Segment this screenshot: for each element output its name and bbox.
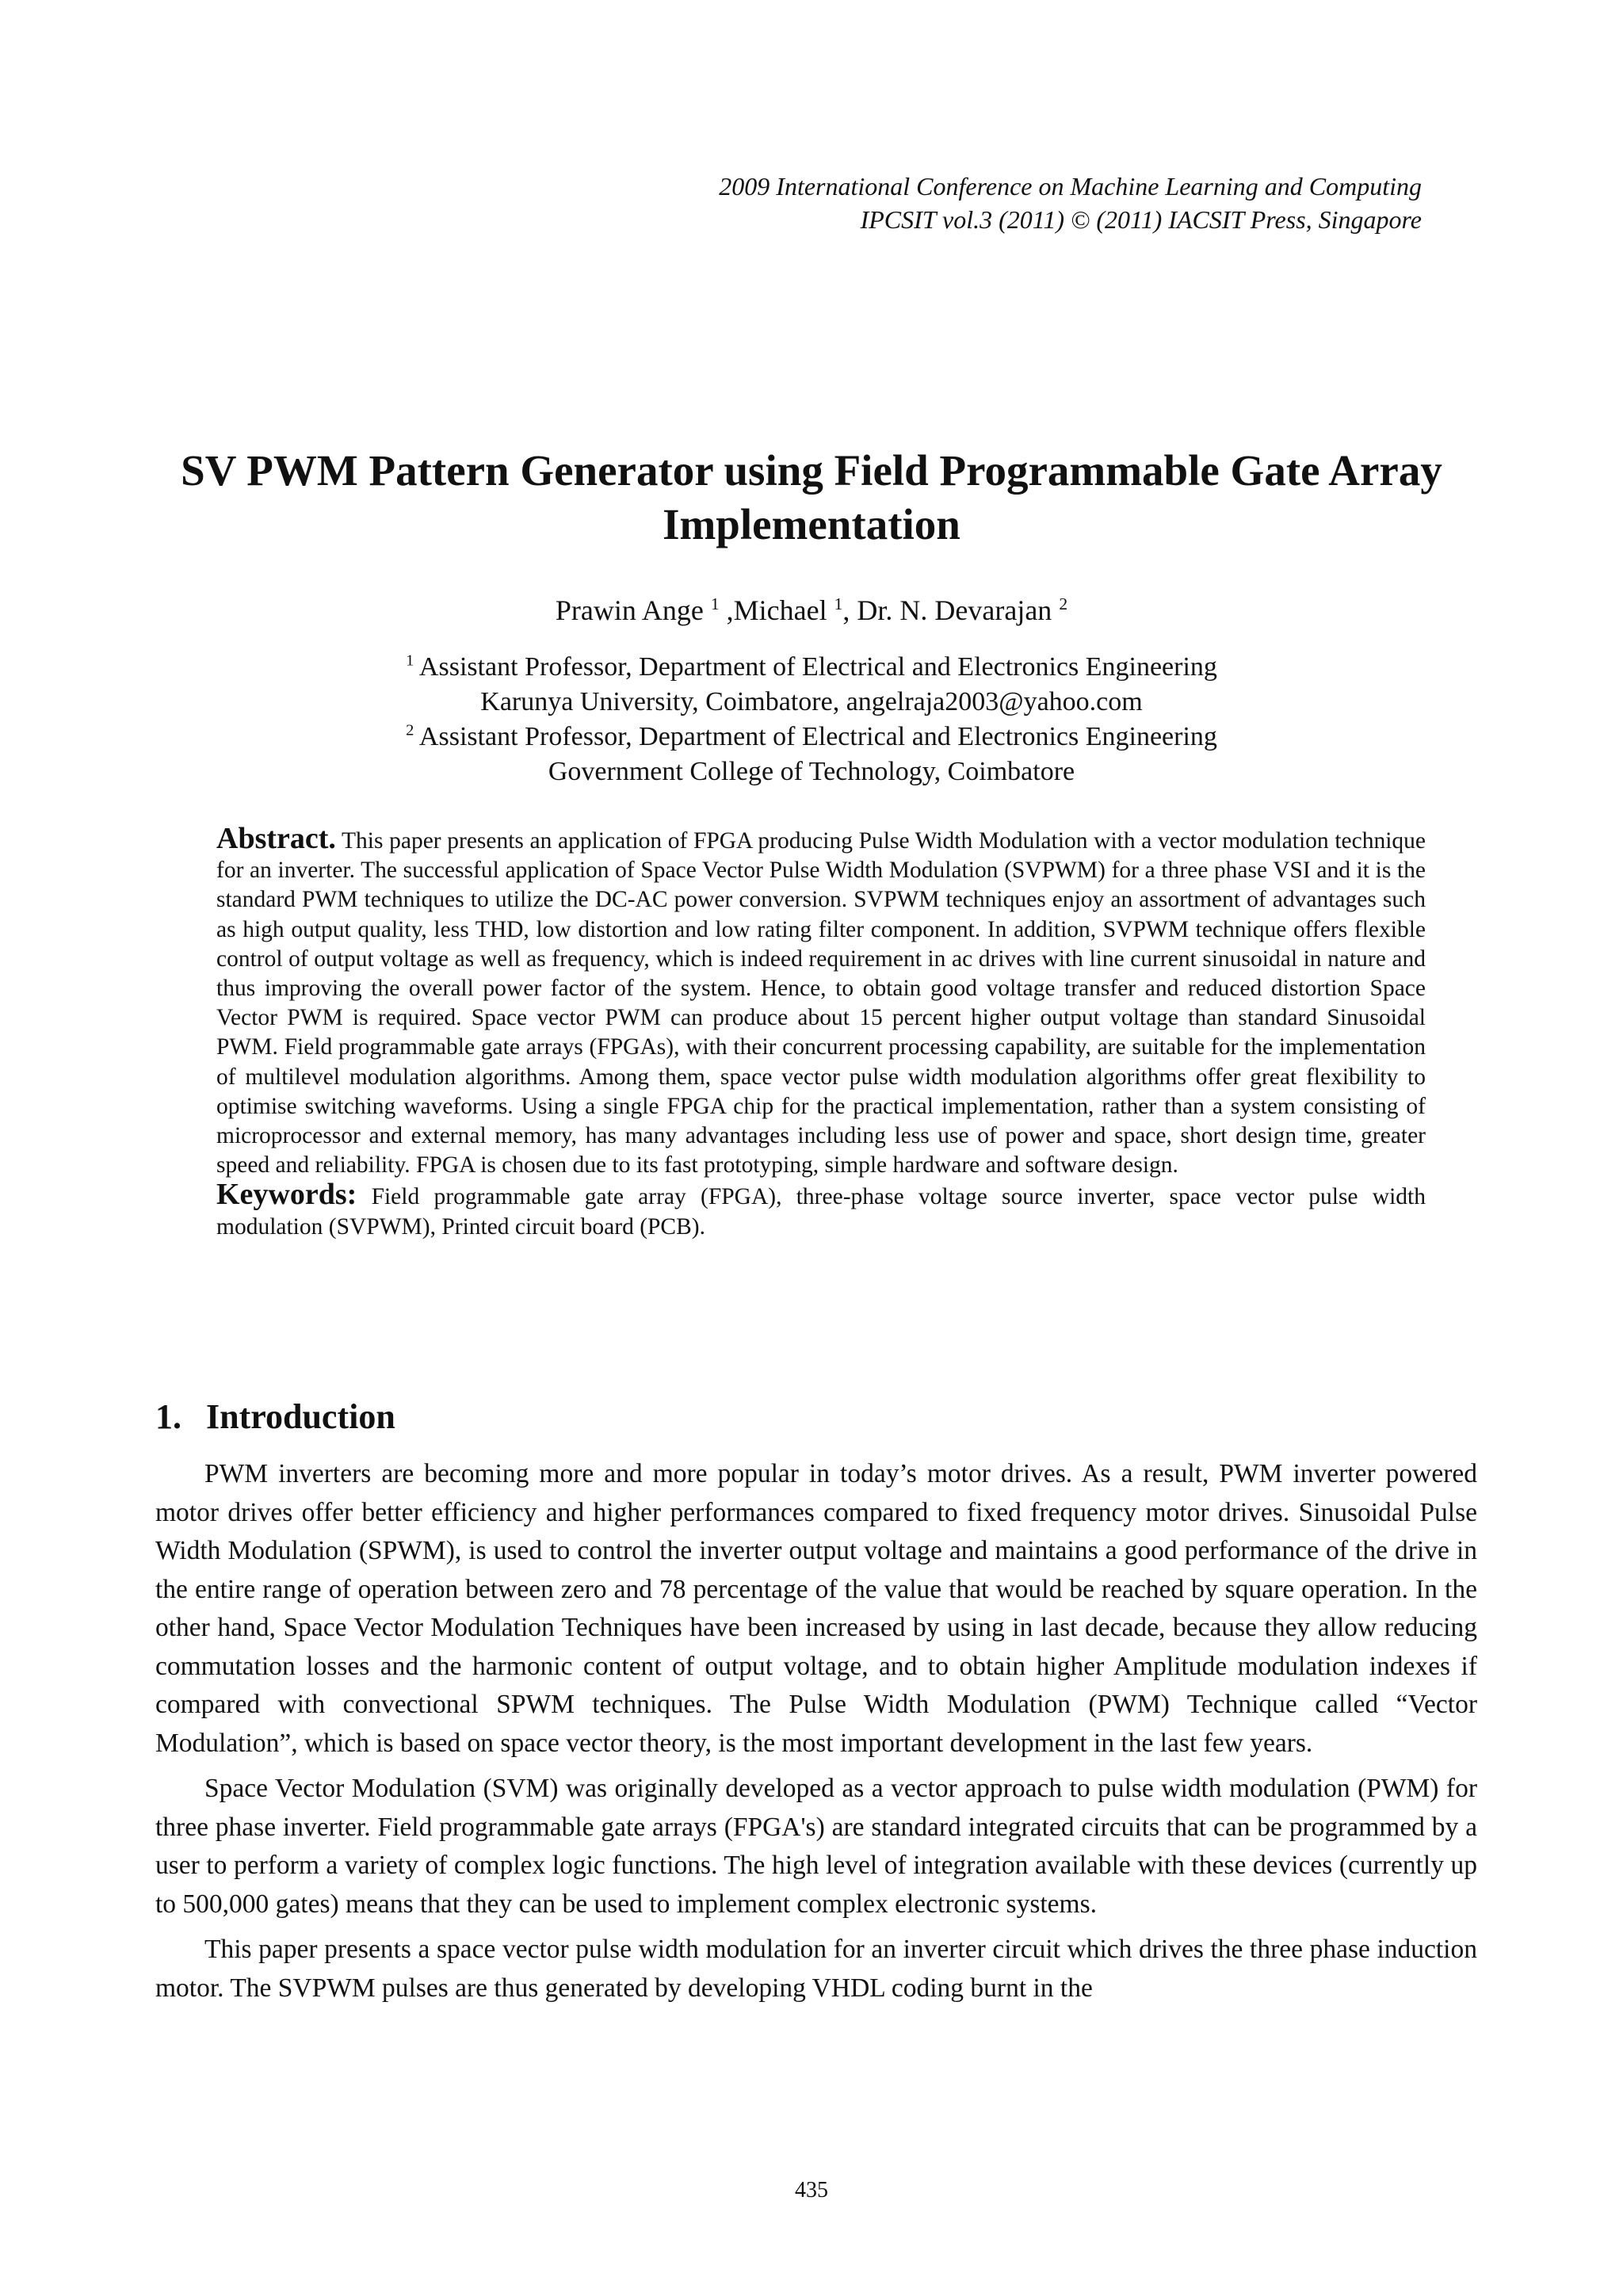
keywords-text: Field programmable gate array (FPGA), three-phase voltage source inverter, space vector pulse width modulation (SVPWM), Printed circuit board (PCB). xyxy=(216,1184,1426,1240)
section-heading xyxy=(155,1396,395,1438)
keywords-label: Keywords: xyxy=(216,1178,357,1212)
author-1: Prawin Ange xyxy=(555,594,704,626)
author-2-affil-mark: 1 xyxy=(834,594,843,613)
paragraph: PWM inverters are becoming more and more popular in today’s motor drives. As a result, PWM inverter powered motor drives offer better efficiency and higher performances compared to fixed frequency motor drives. Sinusoidal Pulse Width Modulation (SPWM), is used to control the inverter output voltage and maintains a good performance of the drive in the entire range of operation between zero and 78 percentage of the value that would be reached by square operation. In the other hand, Space Vector Modulation Techniques have been increased by using in last decade, because they allow reducing commutation losses and the harmonic content of output voltage, and to obtain higher Amplitude modulation indexes if compared with convectional SPWM techniques. The Pulse Width Modulation (PWM) Technique called “Vector Modulation”, which is based on space vector theory, is the most important development in the last few years. xyxy=(155,1459,1477,1758)
conference-header xyxy=(719,170,1422,236)
affiliation-1-mark: 1 xyxy=(406,651,414,670)
page-number: 435 xyxy=(795,2178,828,2202)
affiliation-1-line-2: Karunya University, Coimbatore, angelraja2003@yahoo.com xyxy=(480,687,1143,716)
abstract-label: Abstract. xyxy=(216,822,336,855)
author-3-affil-mark: 2 xyxy=(1059,594,1068,613)
title-line-2: Implementation xyxy=(663,500,960,548)
affiliation-2-mark: 2 xyxy=(406,721,414,739)
affiliation-2-line-2: Government College of Technology, Coimbatore xyxy=(548,757,1075,786)
publication-line: IPCSIT vol.3 (2011) © (2011) IACSIT Press, Singapore xyxy=(860,205,1422,234)
keywords xyxy=(216,1180,1426,1241)
section-title: Introduction xyxy=(206,1397,395,1436)
author-1-affil-mark: 1 xyxy=(710,594,720,613)
paper-title xyxy=(151,444,1472,552)
affiliation-2-line-1 xyxy=(151,720,1472,755)
affiliation-1-dept: Assistant Professor, Department of Electrical and Electronics Engineering xyxy=(414,652,1217,682)
author-3: , Dr. N. Devarajan xyxy=(842,594,1052,626)
section-number: 1. xyxy=(155,1397,181,1436)
abstract xyxy=(216,824,1426,1180)
author-list xyxy=(151,593,1472,628)
section-body xyxy=(155,1455,1477,2015)
author-2: ,Michael xyxy=(719,594,827,626)
affiliation-1-line-1 xyxy=(151,650,1472,685)
title-line-1: SV PWM Pattern Generator using Field Programmable Gate Array xyxy=(181,446,1442,495)
affiliations xyxy=(151,650,1472,789)
paragraph: Space Vector Modulation (SVM) was originally developed as a vector approach to pulse width modulation (PWM) for three phase inverter. Field programmable gate arrays (FPGA's) are standard integrated circuits that can be programmed by a user to perform a variety of complex logic functions. The high level of integration available with these devices (currently up to 500,000 gates) means that they can be used to implement complex electronic systems. xyxy=(155,1774,1477,1919)
paragraph: This paper presents a space vector pulse width modulation for an inverter circuit which drives the three phase induction motor. The SVPWM pulses are thus generated by developing VHDL coding burnt in the xyxy=(155,1935,1477,2003)
affiliation-2-dept: Assistant Professor, Department of Electrical and Electronics Engineering xyxy=(414,722,1217,751)
abstract-block xyxy=(216,824,1426,1242)
abstract-text: This paper presents an application of FPGA producing Pulse Width Modulation with a vector modulation technique for an inverter. The successful application of Space Vector Pulse Width Modulation (SVPWM) for a three phase VSI and it is the standard PWM techniques to utilize the DC-AC power conversion. SVPWM techniques enjoy an assortment of advantages such as high output quality, less THD, low distortion and low rating filter component. In addition, SVPWM technique offers flexible control of output voltage as well as frequency, which is indeed requirement in ac drives with line current sinusoidal in nature and thus improving the overall power factor of the system. Hence, to obtain good voltage transfer and reduced distortion Space Vector PWM is required. Space vector PWM can produce about 15 percent higher output voltage than standard Sinusoidal PWM. Field programmable gate arrays (FPGAs), with their concurrent processing capability, are suitable for the implementation of multilevel modulation algorithms. Among them, space vector pulse width modulation algorithms offer great flexibility to optimise switching waveforms. Using a single FPGA chip for the practical implementation, rather than a system consisting of microprocessor and external memory, has many advantages including less use of power and space, short design time, greater speed and reliability. FPGA is chosen due to its fast prototyping, simple hardware and software design. xyxy=(216,828,1426,1179)
conference-line: 2009 International Conference on Machine Learning and Computing xyxy=(719,172,1422,201)
